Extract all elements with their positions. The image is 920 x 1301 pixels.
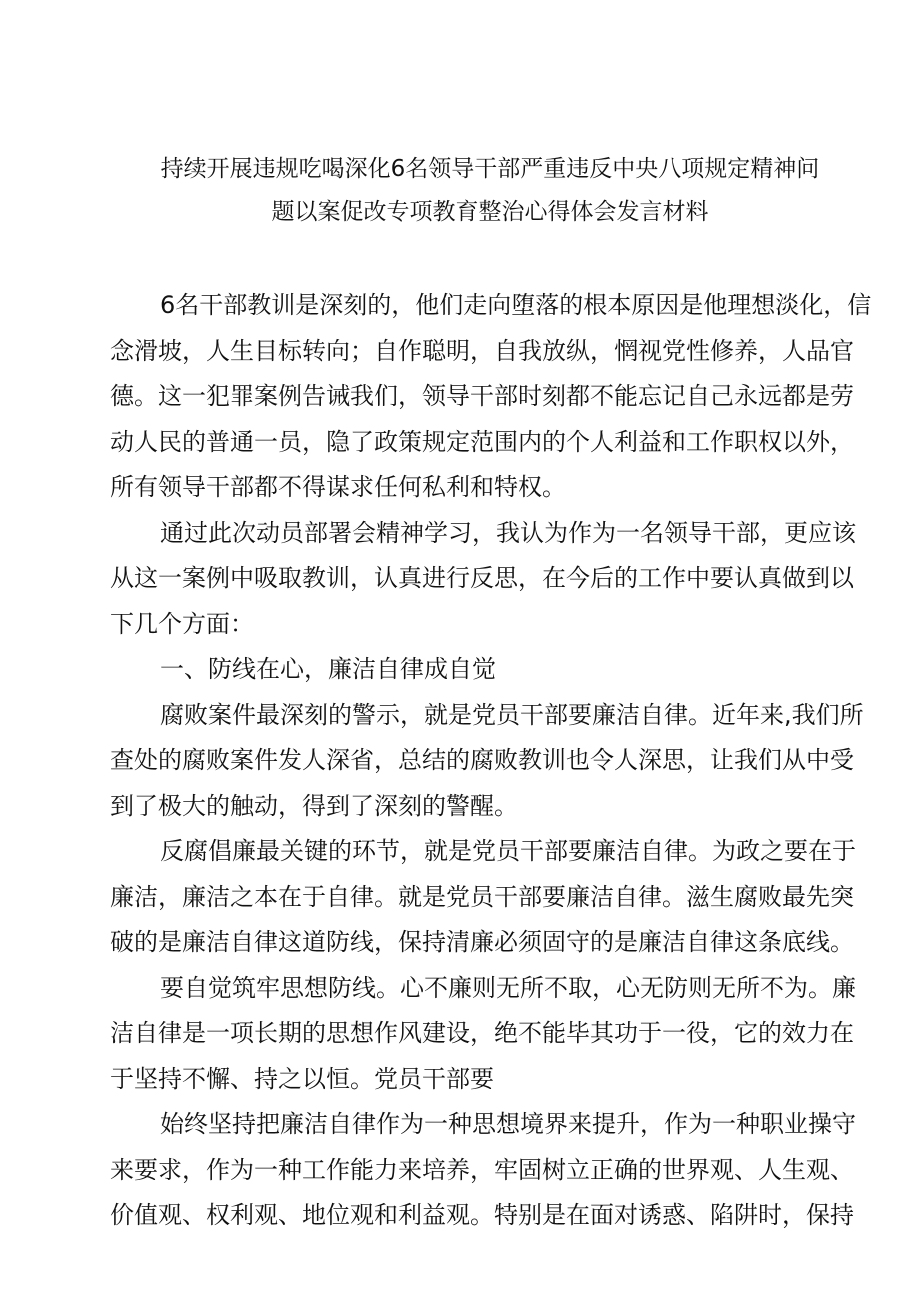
- body-line: 下几个方面：: [110, 609, 254, 638]
- body-line: 要自觉筑牢思想防线。心不廉则无所不取，心无防则无所不为。廉: [160, 973, 856, 1002]
- paragraph-key-link: [110, 829, 856, 966]
- body-line: 念滑坡，人生目标转向；自作聪明，自我放纵，惘视党性修养，人品官: [110, 336, 854, 365]
- body-line: 破的是廉洁自律这道防线，保持清廉必须固守的是廉洁自律这条底线。: [110, 928, 854, 956]
- section-heading-text: 一、防线在心，廉洁自律成自觉: [160, 655, 496, 683]
- body-line: 始终坚持把廉洁自律作为一种思想境界来提升，作为一种职业操守: [160, 1110, 856, 1138]
- body-line: 洁自律是一项长期的思想作风建设，绝不能毕其功于一役，它的效力在: [110, 1019, 854, 1047]
- body-line: 来要求，作为一种工作能力来培养，牢固树立正确的世界观、人生观、: [110, 1155, 854, 1184]
- body-line: 腐败案件最深刻的警示，就是党员干部要廉洁自律。近年来,我们所: [160, 700, 864, 729]
- body-line: 到了极大的触动，得到了深刻的警醒。: [110, 791, 518, 820]
- paragraph-warning: [110, 693, 864, 830]
- section-heading: [110, 647, 835, 693]
- body-line: 通过此次动员部署会精神学习，我认为作为一名领导干部，更应该: [160, 518, 856, 547]
- body-line: 6名干部教训是深刻的，他们走向堕落的根本原因是他理想淡化，信: [160, 291, 872, 319]
- document-body: [110, 283, 872, 1239]
- paragraph-integrity: [110, 1102, 856, 1239]
- body-line: 动人民的普通一员，隐了政策规定范围内的个人利益和工作职权以外，: [110, 427, 854, 456]
- paragraph-intro: [110, 283, 872, 511]
- title-line-2: 题以案促改专项教育整治心得体会发言材料: [271, 199, 709, 225]
- body-line: 从这一案例中吸取教训，认真进行反思，在今后的工作中要认真做到以: [110, 564, 854, 592]
- paragraph-study: [110, 511, 856, 648]
- body-line: 查处的腐败案件发人深省，总结的腐败教训也令人深思，让我们从中受: [110, 746, 854, 774]
- body-line: 反腐倡廉最关键的环节，就是党员干部要廉洁自律。为政之要在于: [160, 837, 856, 865]
- body-line: 德。这一犯罪案例告诫我们，领导干部时刻都不能忘记自己永远都是劳: [110, 382, 854, 410]
- body-line: 于坚持不懈、持之以恒。党员干部要: [110, 1064, 494, 1093]
- paragraph-defense: [110, 966, 856, 1103]
- title-line-1: 持续开展违规吃喝深化6名领导干部严重违反中央八项规定精神问: [160, 156, 820, 182]
- body-line: 所有领导干部都不得谋求任何私利和特权。: [110, 473, 566, 501]
- body-line: 廉洁，廉洁之本在于自律。就是党员干部要廉洁自律。滋生腐败最先突: [110, 882, 854, 911]
- document-title: [140, 148, 840, 234]
- body-line: 价值观、权利观、地位观和利益观。特别是在面对诱惑、陷阱时，保持: [110, 1201, 854, 1229]
